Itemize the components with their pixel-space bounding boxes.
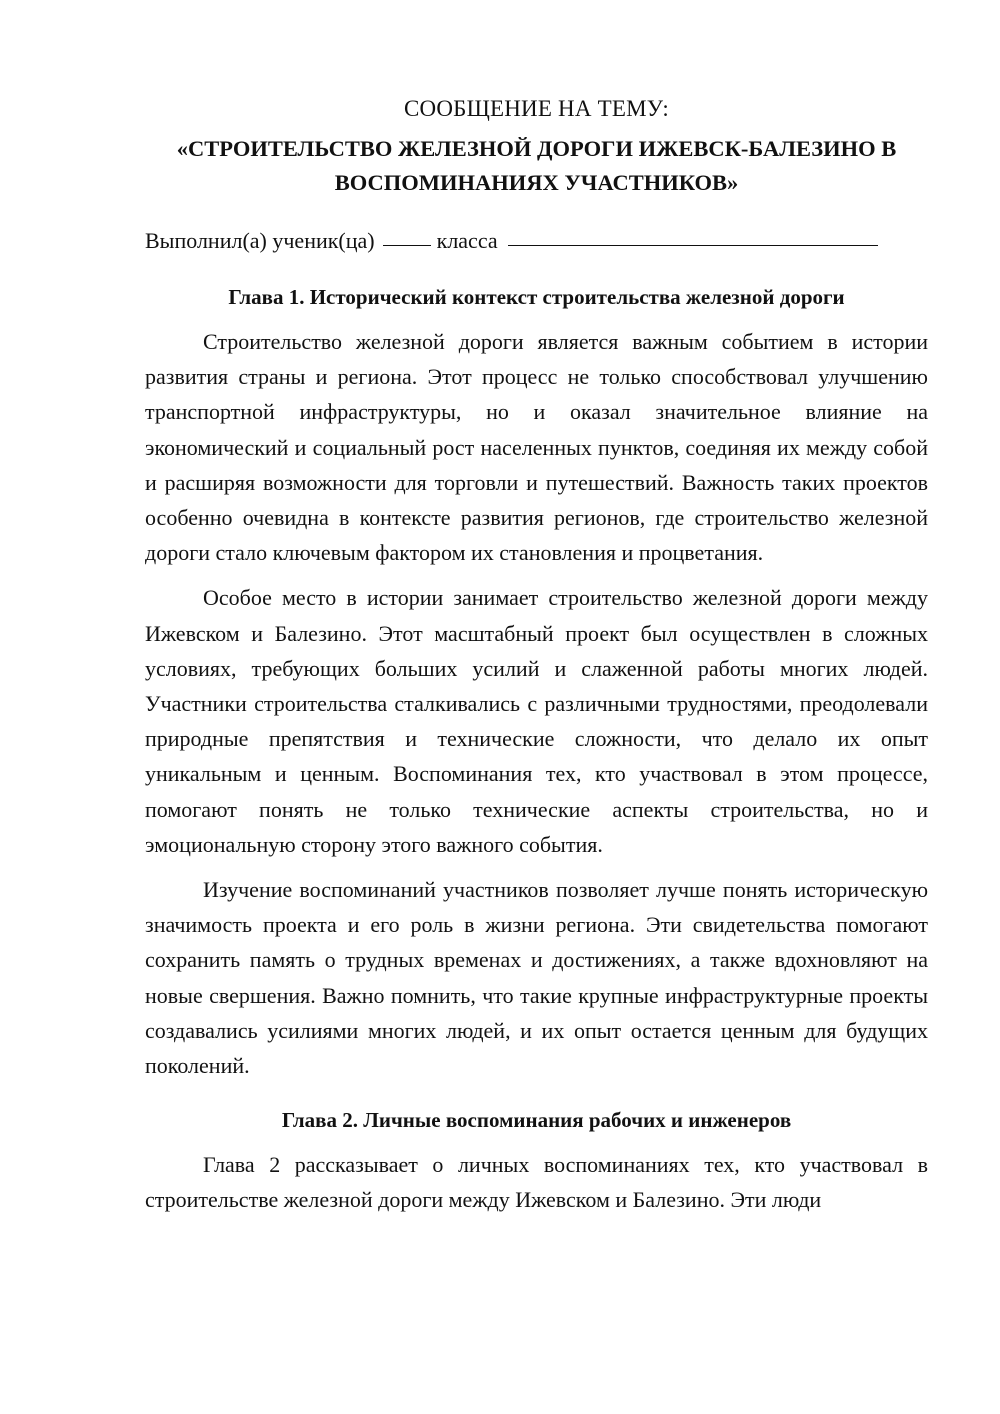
author-line-class-word: класса — [436, 228, 498, 253]
chapter-2-paragraph-1: Глава 2 рассказывает о личных воспоминаниях тех, кто участвовал в строительстве железной дороги между Ижевском и Балезино. Эти люди — [145, 1152, 928, 1213]
class-blank-field — [383, 244, 431, 246]
chapter-1-paragraph-3: Изучение воспоминаний участников позволяет лучше понять историческую значимость проекта и его роль в жизни региона. Эти свидетельства помогают сохранить память о трудных временах и достижениях, а также вдохновляют на новые свершения. Важно помнить, что такие крупные инфраструктурные проекты создавались усилиями многих людей, и их опыт остается ценным для будущих поколений. — [145, 877, 928, 1079]
document-title: «СТРОИТЕЛЬСТВО ЖЕЛЕЗНОЙ ДОРОГИ ИЖЕВСК-БАЛЕЗИНО В ВОСПОМИНАНИЯХ УЧАСТНИКОВ» — [176, 136, 897, 195]
chapter-2-title: Глава 2. Личные воспоминания рабочих и инженеров — [281, 1108, 792, 1133]
chapter-1-title: Глава 1. Исторический контекст строительства железной дороги — [228, 285, 845, 309]
author-line-prefix: Выполнил(а) ученик(ца) — [145, 228, 375, 253]
document-content — [145, 92, 928, 1228]
chapter-1-paragraph-2: Особое место в истории занимает строительство железной дороги между Ижевском и Балезино. Этот масштабный проект был осуществлен в сложных условиях, требующих больших усилий и слаженной работы многих людей. Участники строительства сталкивались с различными трудностями, преодолевали природные препятствия и технические сложности, что делало их опыт уникальным и ценным. Воспоминания тех, кто участвовал в этом процессе, помогают понять не только технические аспекты строительства, но и эмоциональную сторону этого важного события. — [145, 585, 928, 857]
document-header: СООБЩЕНИЕ НА ТЕМУ: — [404, 96, 669, 121]
chapter-1-paragraph-1: Строительство железной дороги является важным событием в истории развития страны и региона. Этот процесс не только способствовал улучшению транспортной инфраструктуры, но и оказал значительное влияние на экономический и социальный рост населенных пунктов, соединяя их между собой и расширяя возможности для торговли и путешествий. Важность таких проектов особенно очевидна в контексте развития регионов, где строительство железной дороги стало ключевым фактором их становления и процветания. — [145, 329, 928, 566]
author-line — [145, 224, 928, 258]
name-blank-field — [508, 244, 878, 246]
